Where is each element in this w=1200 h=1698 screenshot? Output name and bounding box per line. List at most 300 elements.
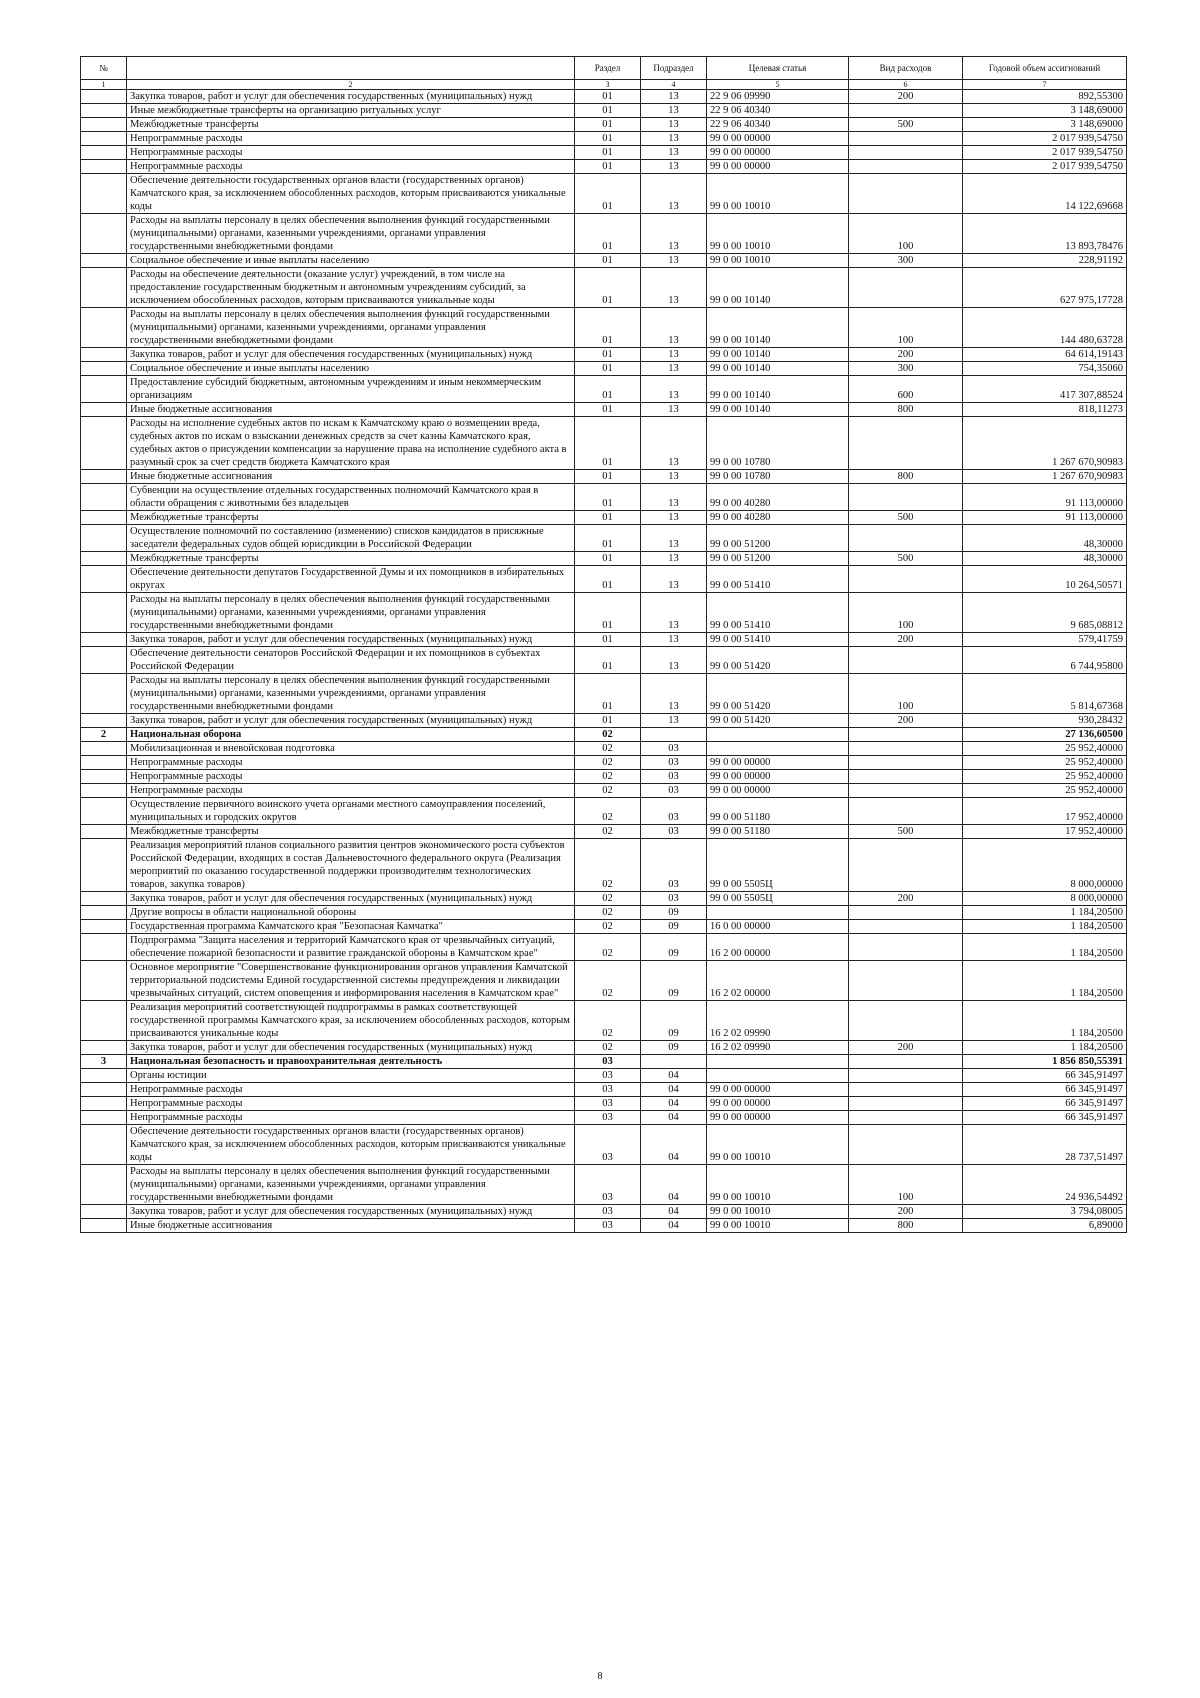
subsection-code: 04	[641, 1165, 707, 1205]
amount: 9 685,08812	[963, 593, 1127, 633]
expense-kind	[849, 770, 963, 784]
subsection-code: 13	[641, 214, 707, 254]
subsection-code: 13	[641, 348, 707, 362]
subsection-code: 13	[641, 104, 707, 118]
subsection-code: 13	[641, 511, 707, 525]
table-row	[81, 1097, 1127, 1111]
amount: 3 148,69000	[963, 118, 1127, 132]
table-row	[81, 118, 1127, 132]
target-code: 99 0 00 10010	[707, 1125, 849, 1165]
expense-name: Осуществление первичного воинского учета органами местного самоуправления поселений, муниципальных и городских округов	[127, 798, 575, 825]
section-code: 01	[575, 132, 641, 146]
expense-kind	[849, 417, 963, 470]
table-body	[81, 90, 1127, 1233]
section-code: 01	[575, 417, 641, 470]
column-number: 3	[575, 80, 641, 90]
table-row	[81, 920, 1127, 934]
subsection-code: 13	[641, 403, 707, 417]
table-row	[81, 268, 1127, 308]
section-code: 01	[575, 511, 641, 525]
table-row	[81, 798, 1127, 825]
section-code: 01	[575, 90, 641, 104]
row-number	[81, 647, 127, 674]
section-code: 03	[575, 1165, 641, 1205]
section-code: 01	[575, 647, 641, 674]
expense-kind	[849, 1125, 963, 1165]
amount: 2 017 939,54750	[963, 146, 1127, 160]
expense-kind: 100	[849, 593, 963, 633]
row-number	[81, 1165, 127, 1205]
expense-name: Расходы на выплаты персоналу в целях обеспечения выполнения функций государственными (муниципальными) органами, казенными учреждениями, органами управления государственными внебюджетными фондами	[127, 214, 575, 254]
header-no: №	[81, 57, 127, 80]
amount: 25 952,40000	[963, 756, 1127, 770]
table-row	[81, 647, 1127, 674]
row-number	[81, 552, 127, 566]
section-code: 03	[575, 1069, 641, 1083]
row-number	[81, 674, 127, 714]
section-code: 03	[575, 1205, 641, 1219]
row-number	[81, 742, 127, 756]
table-row	[81, 1165, 1127, 1205]
amount: 66 345,91497	[963, 1069, 1127, 1083]
target-code: 16 0 00 00000	[707, 920, 849, 934]
target-code	[707, 906, 849, 920]
expense-name: Субвенции на осуществление отдельных государственных полномочий Камчатского края в области обращения с животными без владельцев	[127, 484, 575, 511]
target-code	[707, 1069, 849, 1083]
expense-kind	[849, 1069, 963, 1083]
row-number	[81, 348, 127, 362]
expense-name: Закупка товаров, работ и услуг для обеспечения государственных (муниципальных) нужд	[127, 714, 575, 728]
target-code: 22 9 06 40340	[707, 104, 849, 118]
target-code: 16 2 00 00000	[707, 934, 849, 961]
section-code: 01	[575, 566, 641, 593]
table-row	[81, 308, 1127, 348]
subsection-code: 09	[641, 1001, 707, 1041]
expense-name: Непрограммные расходы	[127, 1111, 575, 1125]
header-target: Целевая статья	[707, 57, 849, 80]
amount: 818,11273	[963, 403, 1127, 417]
target-code: 99 0 00 51420	[707, 674, 849, 714]
section-code: 01	[575, 146, 641, 160]
budget-sheet	[80, 56, 1126, 1233]
expense-name: Социальное обеспечение и иные выплаты населению	[127, 362, 575, 376]
subsection-code: 04	[641, 1219, 707, 1233]
expense-name: Иные межбюджетные трансферты на организацию ритуальных услуг	[127, 104, 575, 118]
table-row	[81, 1111, 1127, 1125]
subsection-code: 13	[641, 552, 707, 566]
amount: 28 737,51497	[963, 1125, 1127, 1165]
expense-kind	[849, 160, 963, 174]
table-row	[81, 839, 1127, 892]
expense-kind	[849, 756, 963, 770]
section-code: 02	[575, 906, 641, 920]
amount: 5 814,67368	[963, 674, 1127, 714]
amount: 2 017 939,54750	[963, 132, 1127, 146]
row-number	[81, 1111, 127, 1125]
expense-name: Подпрограмма "Защита населения и территорий Камчатского края от чрезвычайных ситуаций, обеспечение пожарной безопасности и развитие гражданской обороны в Камчатском крае"	[127, 934, 575, 961]
subsection-code: 03	[641, 825, 707, 839]
subsection-code: 09	[641, 934, 707, 961]
amount: 13 893,78476	[963, 214, 1127, 254]
amount: 25 952,40000	[963, 784, 1127, 798]
section-code: 01	[575, 104, 641, 118]
row-number	[81, 254, 127, 268]
amount: 627 975,17728	[963, 268, 1127, 308]
subsection-code: 03	[641, 770, 707, 784]
column-number-row	[81, 80, 1127, 90]
target-code: 99 0 00 10010	[707, 1219, 849, 1233]
table-row	[81, 362, 1127, 376]
amount: 66 345,91497	[963, 1111, 1127, 1125]
row-number	[81, 920, 127, 934]
expense-name: Закупка товаров, работ и услуг для обеспечения государственных (муниципальных) нужд	[127, 1041, 575, 1055]
table-row	[81, 566, 1127, 593]
table-row	[81, 728, 1127, 742]
target-code: 99 0 00 51410	[707, 593, 849, 633]
expense-kind: 100	[849, 214, 963, 254]
expense-kind: 800	[849, 470, 963, 484]
amount: 8 000,00000	[963, 892, 1127, 906]
expense-name: Расходы на обеспечение деятельности (оказание услуг) учреждений, в том числе на предоставление государственным бюджетным и автономным учреждениям субсидий, за исключением обособленных расходов, которым присваиваются уникальные коды	[127, 268, 575, 308]
row-number	[81, 308, 127, 348]
row-number	[81, 784, 127, 798]
subsection-code: 13	[641, 525, 707, 552]
amount: 1 184,20500	[963, 920, 1127, 934]
expense-kind	[849, 934, 963, 961]
subsection-code: 13	[641, 376, 707, 403]
expense-kind: 200	[849, 892, 963, 906]
amount: 91 113,00000	[963, 511, 1127, 525]
header-row	[81, 57, 1127, 80]
table-row	[81, 825, 1127, 839]
amount: 66 345,91497	[963, 1083, 1127, 1097]
table-row	[81, 714, 1127, 728]
target-code: 16 2 02 09990	[707, 1041, 849, 1055]
amount: 24 936,54492	[963, 1165, 1127, 1205]
expense-name: Непрограммные расходы	[127, 1097, 575, 1111]
expense-name: Межбюджетные трансферты	[127, 825, 575, 839]
row-number	[81, 362, 127, 376]
expense-name: Межбюджетные трансферты	[127, 552, 575, 566]
expense-name: Реализация мероприятий планов социального развития центров экономического роста субъектов Российской Федерации, входящих в состав Дальневосточного федерального округа (Реализация мероприятий по оказанию государственной поддержки производителям технологических товаров, закупка товаров)	[127, 839, 575, 892]
expense-name: Закупка товаров, работ и услуг для обеспечения государственных (муниципальных) нужд	[127, 90, 575, 104]
target-code	[707, 728, 849, 742]
expense-kind	[849, 132, 963, 146]
expense-kind: 500	[849, 825, 963, 839]
section-code: 02	[575, 1001, 641, 1041]
amount: 25 952,40000	[963, 770, 1127, 784]
table-row	[81, 1001, 1127, 1041]
section-code: 01	[575, 552, 641, 566]
row-number: 3	[81, 1055, 127, 1069]
expense-name: Иные бюджетные ассигнования	[127, 403, 575, 417]
subsection-code: 04	[641, 1083, 707, 1097]
expense-name: Расходы на выплаты персоналу в целях обеспечения выполнения функций государственными (муниципальными) органами, казенными учреждениями, органами управления государственными внебюджетными фондами	[127, 593, 575, 633]
row-number	[81, 714, 127, 728]
target-code: 99 0 00 10010	[707, 1165, 849, 1205]
table-row	[81, 348, 1127, 362]
amount: 3 794,08005	[963, 1205, 1127, 1219]
table-row	[81, 756, 1127, 770]
section-code: 02	[575, 892, 641, 906]
section-code: 01	[575, 254, 641, 268]
row-number	[81, 525, 127, 552]
table-row	[81, 552, 1127, 566]
expense-kind	[849, 839, 963, 892]
table-row	[81, 160, 1127, 174]
section-code: 02	[575, 825, 641, 839]
table-row	[81, 961, 1127, 1001]
expense-name: Непрограммные расходы	[127, 160, 575, 174]
row-number	[81, 756, 127, 770]
table-row	[81, 1069, 1127, 1083]
budget-table	[80, 56, 1127, 1233]
target-code: 99 0 00 00000	[707, 770, 849, 784]
expense-name: Основное мероприятие "Совершенствование функционирования органов управления Камчатской территориальной подсистемы Единой государственной системы предупреждения и ликвидации чрезвычайных ситуаций, систем оповещения и информирования населения в Камчатском крае"	[127, 961, 575, 1001]
subsection-code: 09	[641, 906, 707, 920]
target-code: 99 0 00 00000	[707, 146, 849, 160]
amount: 2 017 939,54750	[963, 160, 1127, 174]
section-code: 02	[575, 934, 641, 961]
table-row	[81, 742, 1127, 756]
target-code: 99 0 00 10010	[707, 174, 849, 214]
amount: 6,89000	[963, 1219, 1127, 1233]
subsection-code: 13	[641, 146, 707, 160]
expense-kind	[849, 1055, 963, 1069]
expense-kind	[849, 1083, 963, 1097]
expense-kind: 300	[849, 254, 963, 268]
row-number	[81, 90, 127, 104]
target-code: 99 0 00 10780	[707, 470, 849, 484]
target-code: 99 0 00 5505Ц	[707, 892, 849, 906]
expense-name: Национальная безопасность и правоохранительная деятельность	[127, 1055, 575, 1069]
expense-name: Предоставление субсидий бюджетным, автономным учреждениям и иным некоммерческим организациям	[127, 376, 575, 403]
expense-kind	[849, 1001, 963, 1041]
header-name	[127, 57, 575, 80]
subsection-code: 03	[641, 798, 707, 825]
row-number	[81, 1219, 127, 1233]
expense-name: Иные бюджетные ассигнования	[127, 470, 575, 484]
amount: 27 136,60500	[963, 728, 1127, 742]
expense-kind	[849, 798, 963, 825]
row-number	[81, 511, 127, 525]
row-number	[81, 798, 127, 825]
expense-kind	[849, 484, 963, 511]
subsection-code: 13	[641, 714, 707, 728]
amount: 6 744,95800	[963, 647, 1127, 674]
subsection-code: 04	[641, 1125, 707, 1165]
amount: 1 184,20500	[963, 934, 1127, 961]
target-code: 99 0 00 10010	[707, 1205, 849, 1219]
table-row	[81, 593, 1127, 633]
expense-name: Непрограммные расходы	[127, 784, 575, 798]
section-code: 03	[575, 1097, 641, 1111]
section-code: 01	[575, 403, 641, 417]
section-code: 01	[575, 362, 641, 376]
expense-kind: 100	[849, 308, 963, 348]
expense-name: Обеспечение деятельности государственных органов власти (государственных органов) Камчатского края, за исключением обособленных расходов, которым присваиваются уникальные коды	[127, 1125, 575, 1165]
subsection-code: 13	[641, 566, 707, 593]
expense-kind	[849, 742, 963, 756]
row-number	[81, 1001, 127, 1041]
section-code: 01	[575, 593, 641, 633]
section-code: 03	[575, 1083, 641, 1097]
row-number	[81, 174, 127, 214]
target-code: 99 0 00 00000	[707, 784, 849, 798]
target-code: 99 0 00 00000	[707, 1097, 849, 1111]
subsection-code: 13	[641, 674, 707, 714]
expense-name: Непрограммные расходы	[127, 146, 575, 160]
expense-kind	[849, 784, 963, 798]
section-code: 01	[575, 714, 641, 728]
column-number: 1	[81, 80, 127, 90]
amount: 66 345,91497	[963, 1097, 1127, 1111]
header-kind: Вид расходов	[849, 57, 963, 80]
expense-kind	[849, 1111, 963, 1125]
subsection-code: 13	[641, 90, 707, 104]
subsection-code: 03	[641, 892, 707, 906]
header-section: Раздел	[575, 57, 641, 80]
target-code: 99 0 00 51180	[707, 798, 849, 825]
target-code: 99 0 00 10780	[707, 417, 849, 470]
expense-kind	[849, 525, 963, 552]
expense-kind: 100	[849, 1165, 963, 1205]
subsection-code: 13	[641, 118, 707, 132]
table-row	[81, 1205, 1127, 1219]
section-code: 01	[575, 308, 641, 348]
row-number	[81, 132, 127, 146]
subsection-code: 04	[641, 1069, 707, 1083]
amount: 25 952,40000	[963, 742, 1127, 756]
subsection-code: 03	[641, 756, 707, 770]
section-code: 01	[575, 633, 641, 647]
expense-name: Межбюджетные трансферты	[127, 118, 575, 132]
expense-name: Мобилизационная и вневойсковая подготовка	[127, 742, 575, 756]
section-code: 02	[575, 839, 641, 892]
row-number	[81, 146, 127, 160]
subsection-code: 03	[641, 839, 707, 892]
amount: 48,30000	[963, 552, 1127, 566]
expense-kind: 200	[849, 1205, 963, 1219]
amount: 1 184,20500	[963, 961, 1127, 1001]
amount: 1 184,20500	[963, 906, 1127, 920]
row-number	[81, 1125, 127, 1165]
header-subsection: Подраздел	[641, 57, 707, 80]
expense-kind: 500	[849, 118, 963, 132]
table-row	[81, 403, 1127, 417]
row-number	[81, 118, 127, 132]
expense-name: Расходы на исполнение судебных актов по искам к Камчатскому краю о возмещении вреда, судебных актов по искам о взыскании денежных средств за счет казны Камчатского края, судебных актов о присуждении компенсации за нарушение права на исполнение судебного акта в разумный срок за счет средств бюджета Камчатского края	[127, 417, 575, 470]
row-number	[81, 770, 127, 784]
expense-name: Обеспечение деятельности сенаторов Российской Федерации и их помощников в субъектах Российской Федерации	[127, 647, 575, 674]
expense-name: Органы юстиции	[127, 1069, 575, 1083]
expense-name: Обеспечение деятельности депутатов Государственной Думы и их помощников в избирательных округах	[127, 566, 575, 593]
amount: 3 148,69000	[963, 104, 1127, 118]
target-code: 99 0 00 51420	[707, 714, 849, 728]
expense-name: Осуществление полномочий по составлению (изменению) списков кандидатов в присяжные заседатели федеральных судов общей юрисдикции в Российской Федерации	[127, 525, 575, 552]
target-code: 99 0 00 10140	[707, 376, 849, 403]
target-code: 99 0 00 00000	[707, 160, 849, 174]
target-code: 99 0 00 40280	[707, 484, 849, 511]
row-number	[81, 825, 127, 839]
expense-name: Национальная оборона	[127, 728, 575, 742]
amount: 1 856 850,55391	[963, 1055, 1127, 1069]
expense-name: Расходы на выплаты персоналу в целях обеспечения выполнения функций государственными (муниципальными) органами, казенными учреждениями, органами управления государственными внебюджетными фондами	[127, 308, 575, 348]
section-code: 01	[575, 268, 641, 308]
expense-name: Непрограммные расходы	[127, 756, 575, 770]
table-row	[81, 90, 1127, 104]
amount: 144 480,63728	[963, 308, 1127, 348]
row-number	[81, 484, 127, 511]
table-row	[81, 470, 1127, 484]
row-number	[81, 1097, 127, 1111]
column-number: 6	[849, 80, 963, 90]
target-code: 99 0 00 51420	[707, 647, 849, 674]
expense-name: Закупка товаров, работ и услуг для обеспечения государственных (муниципальных) нужд	[127, 348, 575, 362]
target-code	[707, 1055, 849, 1069]
target-code: 99 0 00 10140	[707, 348, 849, 362]
expense-kind	[849, 268, 963, 308]
expense-kind	[849, 104, 963, 118]
section-code: 01	[575, 118, 641, 132]
amount: 754,35060	[963, 362, 1127, 376]
target-code	[707, 742, 849, 756]
section-code: 01	[575, 525, 641, 552]
expense-kind: 200	[849, 348, 963, 362]
expense-kind: 200	[849, 633, 963, 647]
row-number	[81, 1083, 127, 1097]
amount: 1 184,20500	[963, 1001, 1127, 1041]
section-code: 01	[575, 484, 641, 511]
row-number	[81, 566, 127, 593]
row-number	[81, 268, 127, 308]
row-number	[81, 417, 127, 470]
amount: 17 952,40000	[963, 798, 1127, 825]
row-number	[81, 633, 127, 647]
table-row	[81, 511, 1127, 525]
target-code: 99 0 00 51200	[707, 525, 849, 552]
header-amount: Годовой объем ассигнований	[963, 57, 1127, 80]
target-code: 16 2 02 09990	[707, 1001, 849, 1041]
table-row	[81, 1125, 1127, 1165]
target-code: 99 0 00 00000	[707, 1111, 849, 1125]
row-number	[81, 470, 127, 484]
target-code: 99 0 00 5505Ц	[707, 839, 849, 892]
row-number	[81, 1041, 127, 1055]
row-number	[81, 1069, 127, 1083]
section-code: 01	[575, 160, 641, 174]
expense-kind: 100	[849, 674, 963, 714]
expense-name: Реализация мероприятий соответствующей подпрограммы в рамках соответствующей государственной программы Камчатского края, за исключением обособленных расходов, которым присваиваются уникальные коды	[127, 1001, 575, 1041]
table-row	[81, 376, 1127, 403]
target-code: 99 0 00 10010	[707, 214, 849, 254]
column-number: 5	[707, 80, 849, 90]
subsection-code: 13	[641, 417, 707, 470]
subsection-code: 04	[641, 1097, 707, 1111]
table-row	[81, 146, 1127, 160]
target-code: 99 0 00 10140	[707, 308, 849, 348]
expense-kind	[849, 566, 963, 593]
target-code: 99 0 00 51200	[707, 552, 849, 566]
table-row	[81, 525, 1127, 552]
amount: 892,55300	[963, 90, 1127, 104]
expense-kind: 500	[849, 552, 963, 566]
amount: 10 264,50571	[963, 566, 1127, 593]
subsection-code: 13	[641, 362, 707, 376]
subsection-code: 13	[641, 593, 707, 633]
subsection-code: 13	[641, 268, 707, 308]
expense-kind: 800	[849, 403, 963, 417]
